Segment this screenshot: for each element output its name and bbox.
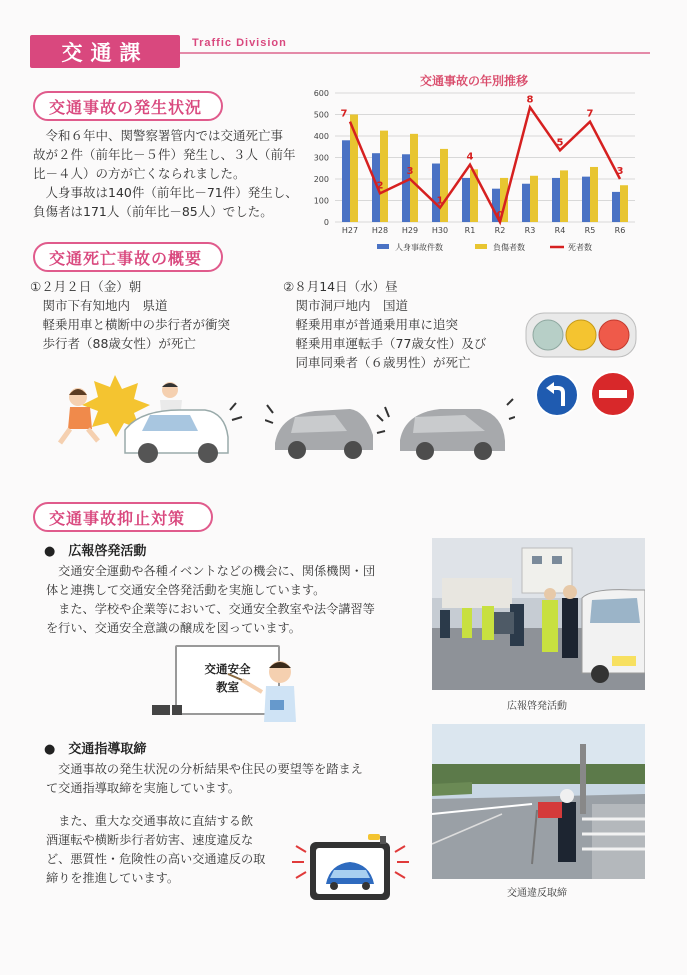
bar xyxy=(620,185,628,222)
case1-line: ①２月２日（金）朝 xyxy=(30,279,142,294)
death-label: 8 xyxy=(526,94,534,106)
case2-line: 軽乗用車運転手（77歳女性）及び xyxy=(283,336,487,351)
dashcam-illustration xyxy=(288,828,413,913)
legend-swatch xyxy=(475,244,487,249)
accident-chart xyxy=(305,85,650,255)
enforcement-photo xyxy=(432,724,645,879)
bar xyxy=(552,178,560,222)
chart-title: 交通事故の年別推移 xyxy=(420,74,529,88)
left-turn-sign-icon xyxy=(535,373,579,417)
page-title: 交通課 xyxy=(61,40,149,65)
case1-line: 関市下有知地内 県道 xyxy=(30,298,168,313)
board-line: 交通安全 xyxy=(204,662,251,676)
publicity-caption: 広報啓発活動 xyxy=(507,701,567,712)
case2-line: ②８月14日（水）昼 xyxy=(283,279,398,294)
enforcement-line xyxy=(46,798,426,812)
bar xyxy=(560,170,568,222)
x-tick-label: H28 xyxy=(371,226,389,235)
death-label: 7 xyxy=(340,108,348,120)
enforcement-line: 酒運転や横断歩行者妨害、速度違反な xyxy=(46,833,254,847)
pedestrian-accident-illustration xyxy=(30,365,245,470)
x-tick-label: R5 xyxy=(584,226,596,235)
x-tick-label: H30 xyxy=(431,226,449,235)
death-label: 7 xyxy=(586,108,594,120)
board-line: 教室 xyxy=(216,680,239,694)
bar xyxy=(342,140,350,222)
traffic-light-icon xyxy=(525,312,637,358)
x-tick-label: R3 xyxy=(524,226,536,235)
y-tick-label: 100 xyxy=(313,196,329,206)
no-entry-sign-icon xyxy=(590,371,636,417)
case1-line: 歩行者（88歳女性）が死亡 xyxy=(30,336,196,351)
bar xyxy=(402,154,410,222)
status-line: 令和６年中、関警察署管内では交通死亡事 xyxy=(33,128,284,143)
case1-line: 軽乗用車と横断中の歩行者が衝突 xyxy=(30,317,231,332)
bar xyxy=(522,184,530,222)
bar xyxy=(462,178,470,222)
case1-text xyxy=(30,277,280,353)
section-heading-fatal: 交通死亡事故の概要 xyxy=(33,242,223,272)
y-tick-label: 200 xyxy=(313,175,329,184)
legend-label: 死者数 xyxy=(568,243,592,252)
publicity-line: 交通安全運動や各種イベントなどの機会に、関係機関・団 xyxy=(46,564,376,578)
legend-label: 負傷者数 xyxy=(493,243,525,252)
case2-line: 軽乗用車が普通乗用車に追突 xyxy=(283,317,459,332)
status-line: 負傷者は171人（前年比－85人）でした。 xyxy=(33,204,273,219)
bar xyxy=(380,131,388,222)
header-subtitle: Traffic Division xyxy=(192,37,287,49)
header-line xyxy=(180,52,650,54)
y-tick-label: 400 xyxy=(313,132,329,141)
enforcement-caption: 交通違反取締 xyxy=(507,888,567,899)
case2-line: 関市洞戸地内 国道 xyxy=(283,298,409,313)
legend-swatch xyxy=(377,244,389,249)
status-line: 比－４人）の方が亡くなられました。 xyxy=(33,166,246,181)
death-label: 0 xyxy=(496,210,504,221)
death-line xyxy=(350,107,620,222)
enforcement-title: ● 交通指導取締 xyxy=(44,742,147,757)
bar xyxy=(530,176,538,222)
status-line: 故が２件（前年比－５件）発生し、３人（前年 xyxy=(33,147,296,162)
rear-end-collision-illustration xyxy=(265,385,515,475)
teacher-illustration xyxy=(150,650,300,730)
death-label: 5 xyxy=(556,137,564,149)
y-tick-label: 300 xyxy=(313,153,329,163)
enforcement-line: ど、悪質性・危険性の高い交通違反の取 xyxy=(46,852,266,866)
death-label: 3 xyxy=(406,166,414,177)
bar xyxy=(432,164,440,222)
enforcement-line: 締りを推進しています。 xyxy=(46,871,180,885)
case2-text xyxy=(283,277,513,372)
death-label: 1 xyxy=(436,195,444,207)
x-tick-label: R4 xyxy=(554,226,566,235)
x-tick-label: R2 xyxy=(494,226,506,235)
publicity-photo xyxy=(432,538,645,690)
enforcement-line: 交通事故の発生状況の分析結果や住民の要望等を踏まえ xyxy=(46,762,363,776)
status-paragraph xyxy=(33,126,303,221)
bar xyxy=(440,149,448,222)
publicity-line: 体と連携して交通安全啓発活動を実施しています。 xyxy=(46,583,326,597)
death-label: 4 xyxy=(466,151,474,163)
enforcement-line: て交通指導取締を実施しています。 xyxy=(46,781,241,795)
x-tick-label: H29 xyxy=(401,226,419,235)
publicity-title: ● 広報啓発活動 xyxy=(44,544,147,559)
x-tick-label: H27 xyxy=(341,226,359,235)
section-heading-status: 交通事故の発生状況 xyxy=(33,91,223,121)
death-label: 3 xyxy=(616,166,624,177)
legend-label: 人身事故件数 xyxy=(395,243,443,252)
y-tick-label: 500 xyxy=(313,110,329,120)
section-heading-prevention: 交通事故抑止対策 xyxy=(33,502,213,532)
x-tick-label: R6 xyxy=(614,226,626,235)
publicity-paragraph xyxy=(46,562,426,638)
publicity-line: を行い、交通安全意識の醸成を図っています。 xyxy=(46,621,301,635)
status-line: 人身事故は140件（前年比－71件）発生し、 xyxy=(33,185,298,200)
enforcement-line: また、重大な交通事故に直結する飲 xyxy=(46,814,254,828)
bar xyxy=(410,134,418,222)
death-label: 2 xyxy=(376,180,384,192)
y-tick-label: 600 xyxy=(313,89,329,98)
y-tick-label: 0 xyxy=(323,218,329,227)
bar xyxy=(590,167,598,222)
bar xyxy=(582,177,590,222)
case2-line: 同車同乗者（６歳男性）が死亡 xyxy=(283,355,471,370)
x-tick-label: R1 xyxy=(464,226,476,235)
bar xyxy=(612,192,620,222)
publicity-line: また、学校や企業等において、交通安全教室や法令講習等 xyxy=(46,602,375,616)
